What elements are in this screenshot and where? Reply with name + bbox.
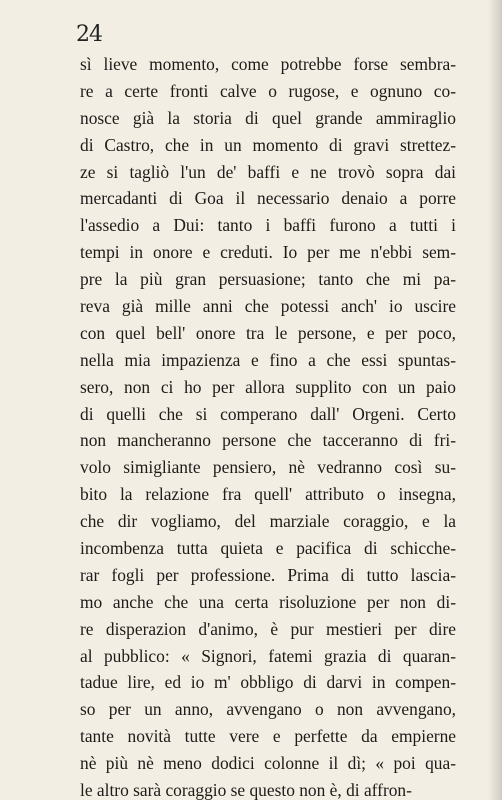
text-line: le altro sarà coraggio se questo non è, di affron- [80,780,412,800]
text-line: ze si tagliò l'un de' baffi e ne trovò sopra dai [80,161,456,182]
text-line: non mancheranno persone che tacceranno di fri- [80,430,456,451]
text-line: pre la più gran persuasione; tanto che mi pa- [80,269,456,290]
text-line: sero, non ci ho per allora supplito con un paio [80,376,456,397]
text-line: di Castro, che in un momento di gravi strettez- [80,134,456,155]
body-text [80,51,456,800]
text-line: di quelli che si comperano dall' Orgeni. Certo [80,403,456,424]
text-line: so per un anno, avvengano o non avvengano, [80,699,456,720]
text-line: incombenza tutta quieta e pacifica di schicche- [80,538,456,559]
text-line: mercadanti di Goa il necessario denaio a porre [80,188,456,209]
text-line: sì lieve momento, come potrebbe forse sembra- [80,54,456,74]
text-line: l'assedio a Dui: tanto i baffi furono a tutti i [80,215,456,236]
text-line: tadue lire, ed io m' obbligo di darvi in compen- [80,672,456,693]
text-line: tante novità tutte vere e perfette da empierne [80,726,456,747]
text-line: al pubblico: « Signori, fatemi grazia di quaran- [80,645,456,666]
text-line: re disperazion d'animo, è pur mestieri per dire [80,618,456,639]
text-line: nè più nè meno dodici colonne il dì; « poi qua- [80,753,456,774]
text-line: reva già mille anni che potessi anch' io uscire [80,296,456,317]
text-line: mo anche che una certa risoluzione per non di- [80,591,456,612]
text-line: rar fogli per professione. Prima di tutto lascia- [80,564,456,585]
text-line: nosce già la storia di quel grande ammiraglio [80,107,456,128]
text-line: volo simigliante pensiero, nè vedranno così su- [80,457,456,478]
text-line: tempi in onore e creduti. Io per me n'ebbi sem- [80,242,456,263]
text-line: nella mia impazienza e fino a che essi spuntas- [80,349,456,370]
text-line: che dir vogliamo, del marziale coraggio, e la [80,511,456,532]
text-line: re a certe fronti calve o rugose, e ognuno co- [80,80,456,101]
page-number: 24 [76,22,102,47]
text-line: con quel bell' onore tra le persone, e per poco, [80,322,456,343]
text-line: bito la relazione fra quell' attributo o insegna, [80,484,456,505]
page-edge-shadow [488,0,502,800]
